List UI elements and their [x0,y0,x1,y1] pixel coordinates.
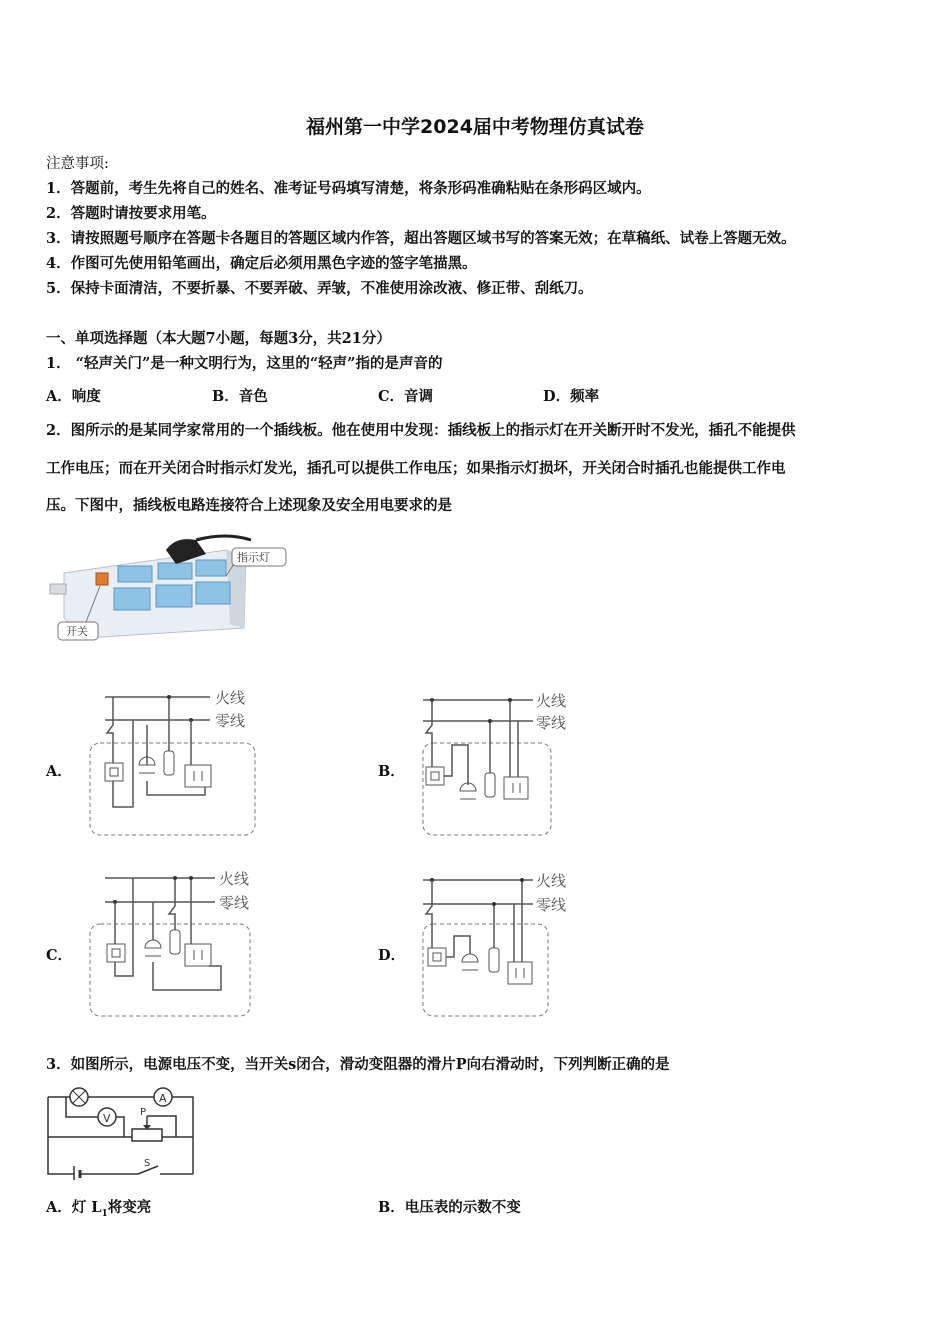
notice-item-3: 3．请按照题号顺序在答题卡各题目的答题区域内作答，超出答题区域书写的答案无效；在草稿纸、试卷上答题无效。 [46,230,796,247]
circuit-d [418,866,603,1021]
notice-heading: 注意事项: [46,156,109,172]
q1-stem: 1． “轻声关门”是一种文明行为，这里的“轻声”指的是声音的 [46,355,443,372]
q1-option-c: C．音调 [378,388,434,405]
q3-circuit [46,1082,196,1180]
slider-label: P [140,1107,147,1118]
q2-option-b: B． [378,763,405,780]
plug-cable [196,536,251,540]
socket [114,588,150,610]
live-label: 火线 [219,870,250,888]
q3-option-a [46,1196,151,1219]
live-label: 火线 [215,689,246,707]
q2-stem-line-1: 2．图所示的是某同学家常用的一个插线板。他在使用中发现：插线板上的指示灯在开关断开时不发光，插孔不能提供 [46,422,796,439]
strip-switch [96,573,108,585]
voltmeter-label: V [103,1112,111,1125]
switch-symbol [105,763,123,781]
dashed-box [90,743,255,835]
socket-symbol [508,962,532,984]
power-strip-figure [46,528,296,646]
junction [508,698,512,702]
section1-heading: 一、单项选择题（本大题7小题，每题3分，共21分） [46,330,391,347]
q3-option-b: B．电压表的示数不变 [378,1199,521,1216]
dashed-box [423,924,548,1016]
q2-stem-line-2: 工作电压；而在开关闭合时指示灯发光，插孔可以提供工作电压；如果指示灯损坏，开关闭合时插孔也能提供工作电 [46,460,786,477]
live-label: 火线 [536,872,567,890]
indicator-label: 指示灯 [237,551,270,564]
resistor-symbol [485,773,495,797]
notice-item-5: 5．保持卡面清洁，不要折暴、不要弄破、弄皱，不准使用涂改液、修正带、刮纸刀。 [46,280,593,297]
ammeter-label: A [159,1092,167,1105]
switch-label: S [144,1158,151,1169]
q3-option-a-subscript: 1 [101,1208,108,1219]
resistor-wire [169,878,175,930]
rheostat-symbol [132,1129,162,1141]
exam-title: 福州第一中学2024届中考物理仿真试卷 [306,116,644,138]
junction [520,878,524,882]
socket [118,566,152,582]
socket-symbol [185,944,211,966]
q3-stem: 3．如图所示，电源电压不变，当开关s闭合，滑动变阻器的滑片P向右滑动时，下列判断正确的是 [46,1056,670,1073]
lamp-symbol [462,954,478,962]
notice-item-2: 2．答题时请按要求用笔。 [46,205,216,222]
circuit-wire [172,1097,193,1174]
resistor-symbol [170,930,180,954]
neutral-label: 零线 [536,714,567,732]
socket [196,560,226,576]
q1-option-a: A．响度 [46,388,101,405]
junction [167,695,171,699]
q3-option-a-prefix: A．灯 L [46,1199,102,1216]
bottom-wire [147,781,205,795]
switch-symbol [426,767,444,785]
switch-symbol [433,953,441,961]
q1-option-d: D．频率 [543,388,600,405]
circuit-c [85,866,270,1021]
q2-option-c: C． [46,947,73,964]
junction [488,719,492,723]
switch-symbol [112,949,120,957]
socket [156,585,192,607]
q2-stem-line-3: 压。下图中，插线板电路连接符合上述现象及安全用电要求的是 [46,497,452,514]
socket [196,582,230,604]
switch-symbol [428,948,446,966]
q1-option-b: B．音色 [212,388,268,405]
lamp-wire [446,936,470,957]
circuit-wire [48,1097,74,1174]
socket-symbol [185,765,211,787]
dashed-box [423,743,551,835]
switch-label: 开关 [66,625,88,638]
neutral-label: 零线 [215,712,246,730]
resistor-symbol [164,751,174,775]
voltmeter-wire [116,1117,124,1137]
q3-option-a-suffix: 将变亮 [107,1199,152,1216]
circuit-a [85,685,270,840]
neutral-label: 零线 [219,894,250,912]
socket-symbol [504,777,528,799]
switch-symbol [110,768,118,776]
notice-item-1: 1．答题前，考生先将自己的姓名、准考证号码填写清楚，将条形码准确粘贴在条形码区域内。 [46,180,651,197]
switch-symbol [107,944,125,962]
live-label: 火线 [536,692,567,710]
junction [492,902,496,906]
resistor-symbol [489,948,499,972]
switch-branch [107,697,113,763]
junction [189,876,193,880]
socket [158,563,192,579]
q2-option-d: D． [378,947,406,964]
neutral-label: 零线 [536,896,567,914]
notice-item-4: 4．作图可先使用铅笔画出，确定后必须用黑色字迹的签字笔描黑。 [46,255,477,272]
switch-branch [426,700,432,767]
return-wire [115,878,133,976]
q2-option-a: A． [46,763,72,780]
junction [173,876,177,880]
lamp-wire [444,745,468,785]
strip-end-cap [50,584,66,594]
lamp-symbol [145,940,161,948]
circuit-b [418,685,603,840]
switch-branch [426,880,432,948]
switch-symbol [431,772,439,780]
